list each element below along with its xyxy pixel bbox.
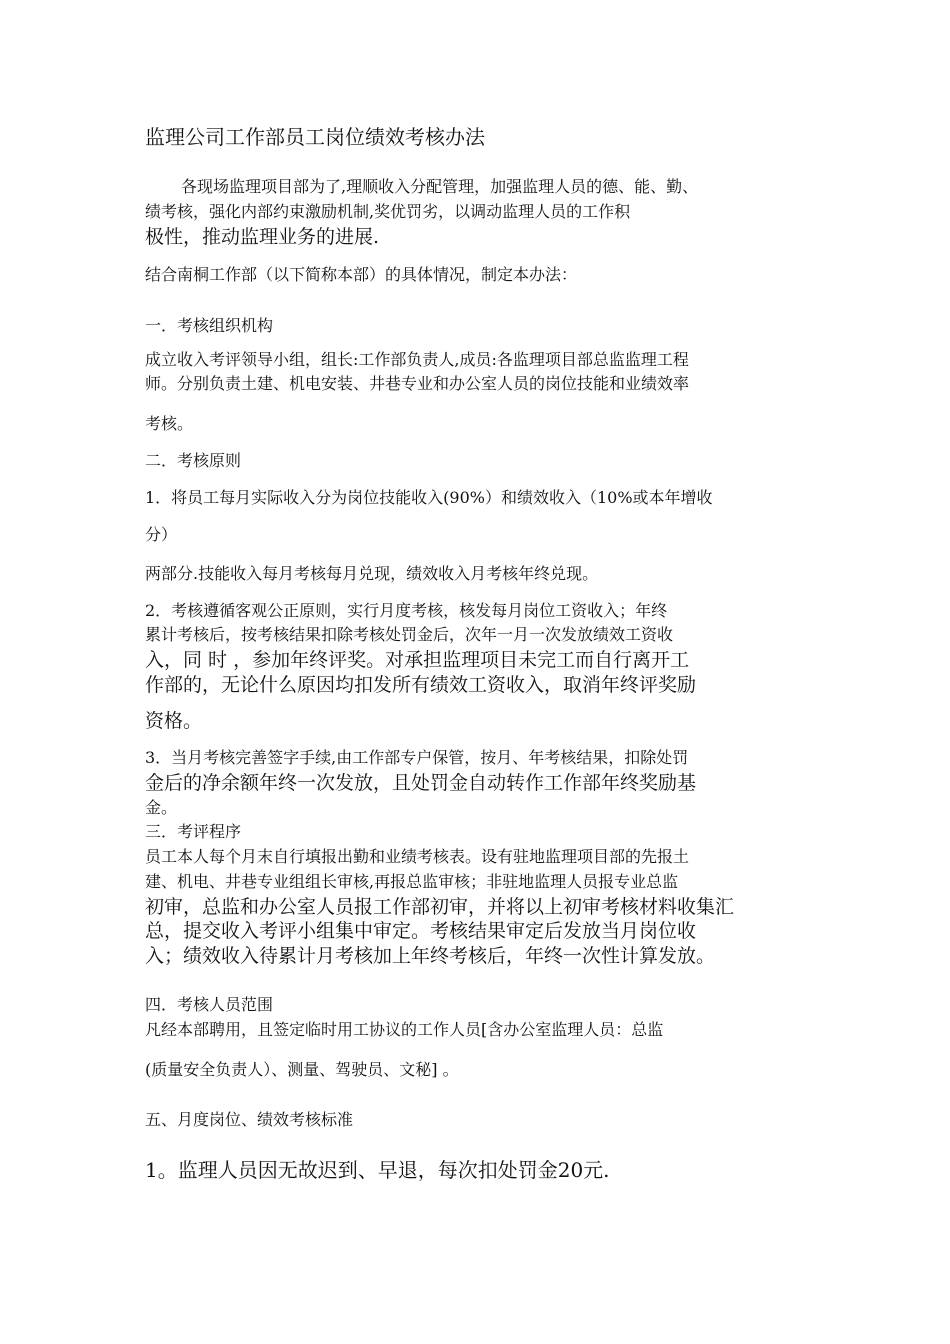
paragraph-line: 两部分.技能收入每月考核每月兑现，绩效收入月考核年终兑现。 bbox=[145, 564, 599, 583]
paragraph-line: 分） bbox=[145, 525, 178, 544]
section-heading: 五、月度岗位、绩效考核标准 bbox=[145, 1110, 354, 1129]
paragraph-line: 3．当月考核完善签字手续,由工作部专户保管，按月、年考核结果，扣除处罚 bbox=[145, 748, 689, 767]
intro-line: 极性，推动监理业务的进展. bbox=[145, 226, 380, 248]
section-heading: 四．考核人员范围 bbox=[145, 995, 274, 1014]
paragraph-line: 入，同 时 ，参加年终评奖。对承担监理项目未完工而自行离开工 bbox=[145, 649, 690, 671]
paragraph-line: 金后的净余额年终一次发放，且处罚金自动转作工作部年终奖励基 bbox=[145, 772, 697, 794]
intro-line: 绩考核，强化内部约束激励机制,奖优罚劣，以调动监理人员的工作积 bbox=[145, 202, 631, 221]
section-heading: 三．考评程序 bbox=[145, 822, 242, 841]
paragraph-line: 累计考核后，按考核结果扣除考核处罚金后，次年一月一次发放绩效工资收 bbox=[145, 625, 674, 644]
paragraph-line: 入；绩效收入待累计月考核加上年终考核后，年终一次性计算发放。 bbox=[145, 945, 716, 967]
paragraph-line: 资格。 bbox=[145, 710, 203, 732]
paragraph-line: 2．考核遵循客观公正原则，实行月度考核，核发每月岗位工资收入；年终 bbox=[145, 601, 668, 620]
paragraph-line: 作部的，无论什么原因均扣发所有绩效工资收入，取消年终评奖励 bbox=[145, 674, 697, 696]
paragraph-line: 金。 bbox=[145, 798, 178, 817]
section-heading: 二．考核原则 bbox=[145, 451, 242, 470]
paragraph-line: 员工本人每个月末自行填报出勤和业绩考核表。设有驻地监理项目部的先报土 bbox=[145, 847, 690, 866]
paragraph-line: 总，提交收入考评小组集中审定。考核结果审定后发放当月岗位收 bbox=[145, 920, 697, 942]
paragraph-line: 凡经本部聘用，且签定临时用工协议的工作人员[含办公室监理人员：总监 bbox=[145, 1020, 664, 1039]
paragraph-line: 师。分别负责土建、机电安装、井巷专业和办公室人员的岗位技能和业绩效率 bbox=[145, 374, 690, 393]
paragraph-line: 建、机电、井巷专业组组长审核,再报总监审核；非驻地监理人员报专业总监 bbox=[145, 872, 679, 891]
paragraph-line: 1。监理人员因无故迟到、早退，每次扣处罚金20元. bbox=[145, 1158, 610, 1182]
intro-line: 结合南桐工作部（以下简称本部）的具体情况，制定本办法： bbox=[145, 265, 578, 284]
paragraph-line: 1．将员工每月实际收入分为岗位技能收入(90%）和绩效收入（10%或本年增收 bbox=[145, 488, 713, 507]
paragraph-line: 考核。 bbox=[145, 414, 194, 433]
paragraph-line: 成立收入考评领导小组，组长:工作部负责人,成员:各监理项目部总监监理工程 bbox=[145, 350, 689, 369]
intro-line: 各现场监理项目部为了,理顺收入分配管理，加强监理人员的德、能、勤、 bbox=[181, 177, 699, 196]
paragraph-line: (质量安全负责人）、测量、驾驶员、文秘] 。 bbox=[145, 1060, 459, 1079]
page-title: 监理公司工作部员工岗位绩效考核办法 bbox=[145, 125, 485, 149]
paragraph-line: 初审，总监和办公室人员报工作部初审，并将以上初审考核材料收集汇 bbox=[145, 896, 735, 918]
section-heading: 一．考核组织机构 bbox=[145, 316, 274, 335]
